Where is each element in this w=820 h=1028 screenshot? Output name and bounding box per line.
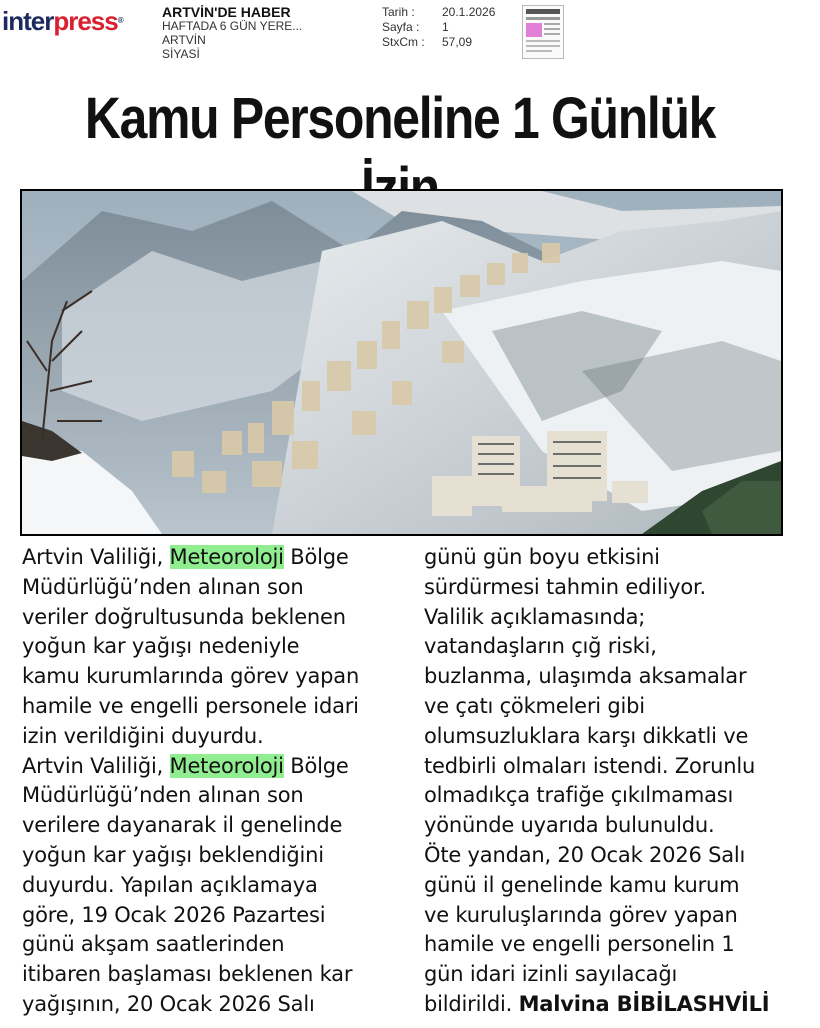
page-label: Sayfa : [382, 20, 420, 34]
article-column-right [424, 543, 794, 1020]
article-text: gün idari izinli sayılacağı [424, 962, 678, 987]
article-line [22, 632, 392, 662]
article-line [22, 990, 392, 1020]
article-line [22, 811, 392, 841]
article-text: verilere dayanarak il genelinde [22, 813, 343, 838]
date-value: 20.1.2026 [442, 5, 496, 19]
interpress-logo: interpress® [2, 6, 123, 36]
article-line [22, 662, 392, 692]
article-line [22, 930, 392, 960]
article-text: olmadıkça trafiğe çıkılmaması [424, 783, 734, 808]
article-line [22, 781, 392, 811]
article-line [424, 722, 794, 752]
size-row [382, 35, 495, 50]
article-text: kamu kurumlarında görev yapan [22, 664, 360, 689]
article-text: buzlanma, ulaşımda aksamalar [424, 664, 747, 689]
publication-frequency: HAFTADA 6 GÜN YERE... [162, 19, 303, 33]
article-line [424, 811, 794, 841]
article-text: sürdürmesi tahmin ediliyor. [424, 574, 706, 599]
article-line [22, 841, 392, 871]
article-line [424, 871, 794, 901]
highlighted-keyword: Meteoroloji [169, 545, 284, 569]
article-line [424, 901, 794, 931]
article-line [424, 662, 794, 692]
article-text: yoğun kar yağışı beklendiğini [22, 842, 324, 867]
article-line [22, 960, 392, 990]
article-text: Bölge [283, 545, 349, 569]
article-text: ve kuruluşlarında görev yapan [424, 902, 738, 927]
article-photo [20, 189, 783, 536]
article-line [424, 603, 794, 633]
article-line [424, 930, 794, 960]
article-line [22, 692, 392, 722]
article-line [424, 960, 794, 990]
article-text: ve çatı çökmeleri gibi [424, 693, 645, 718]
page-thumbnail[interactable] [522, 5, 564, 59]
page-value: 1 [442, 20, 449, 34]
publication-name: ARTVİN'DE HABER [162, 4, 291, 20]
article-text: Artvin Valiliği, [22, 545, 170, 569]
article-text: yağışının, 20 Ocak 2026 Salı [22, 991, 315, 1016]
article-text: itibaren başlaması beklenen kar [22, 962, 353, 987]
article-line [22, 871, 392, 901]
article-text: vatandaşların çığ riski, [424, 634, 657, 659]
article-text: tedbirli olmaları istendi. Zorunlu [424, 753, 756, 778]
size-label: StxCm : [382, 35, 425, 49]
article-text: günü il genelinde kamu kurum [424, 872, 740, 897]
article-text: göre, 19 Ocak 2026 Pazartesi [22, 902, 326, 927]
author-name: Malvina BİBİLASHVİLİ [518, 991, 770, 1016]
article-text: Öte yandan, 20 Ocak 2026 Salı [424, 842, 746, 867]
article-text: bildirildi. [424, 991, 519, 1016]
article-text: Müdürlüğü’nden alınan son [22, 574, 304, 599]
article-line [424, 632, 794, 662]
article-line [22, 752, 392, 782]
article-closing-line [424, 990, 794, 1020]
size-value: 57,09 [442, 35, 473, 49]
article-text: duyurdu. Yapılan açıklamaya [22, 872, 318, 897]
clipping-meta [382, 5, 495, 50]
article-line [22, 543, 392, 573]
headline: Kamu Personeline 1 Günlük [84, 86, 716, 151]
article-text: yönünde uyarıda bulunuldu. [424, 813, 715, 838]
article-text: izin verildiğini duyurdu. [22, 723, 264, 748]
highlighted-keyword: Meteoroloji [169, 753, 284, 778]
article-text: Valilik açıklamasında; [424, 604, 646, 629]
article-line [22, 901, 392, 931]
article-line [424, 841, 794, 871]
article-line [424, 573, 794, 603]
publication-category: SİYASİ [162, 47, 200, 61]
publication-city: ARTVİN [162, 33, 206, 47]
article-text: Bölge [283, 753, 349, 778]
article-text: veriler doğrultusunda beklenen [22, 604, 346, 629]
article-line [424, 692, 794, 722]
winter-city-photo-icon [22, 191, 781, 534]
article-text: olumsuzluklara karşı dikkatli ve [424, 723, 749, 748]
date-row [382, 5, 495, 20]
article-line [424, 781, 794, 811]
article-line [424, 543, 794, 573]
article-text: günü akşam saatlerinden [22, 932, 285, 957]
article-text: günü gün boyu etkisini [424, 545, 660, 569]
article-text: Müdürlüğü’nden alınan son [22, 783, 304, 808]
article-line [424, 752, 794, 782]
article-text: yoğun kar yağışı nedeniyle [22, 634, 300, 659]
publication-info [162, 5, 302, 61]
article-column-left [22, 543, 392, 1020]
article-text: hamile ve engelli personelin 1 [424, 932, 735, 957]
article-line [22, 722, 392, 752]
article-text: hamile ve engelli personele idari [22, 693, 359, 718]
page-row [382, 20, 495, 35]
date-label: Tarih : [382, 5, 415, 19]
article-text: Artvin Valiliği, [22, 753, 170, 778]
article-line [22, 603, 392, 633]
article-line [22, 573, 392, 603]
